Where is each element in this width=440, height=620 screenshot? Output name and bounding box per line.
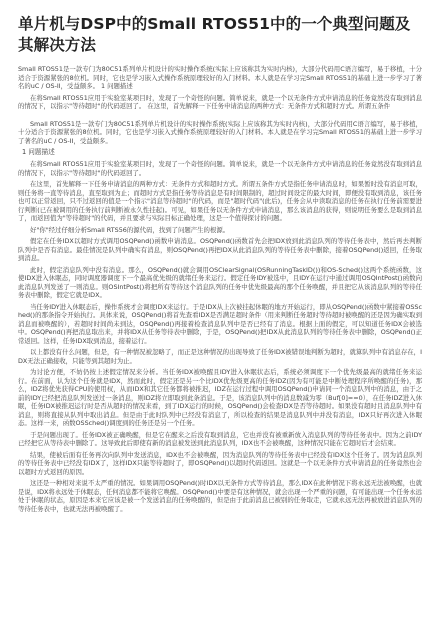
body-paragraph: 这还是一种相对来说不太严重的情况。如果调用OSQPend()时IDX以无条件方式等待消息，那么IDX在此种情况下将永远无法被唤醒，也就是说，IDX将永远处于休眠态，任何消息都不能将它唤醒。OSQPend()中要是有这种情况，就会出现一个严重的问题，有可能出现一个任务永远处于休眠的状态，原因是本来它应该是被一个发送消息的任务唤醒的，但是由于此前消息已被别的任务取走，它就永远无法再被放进消息队列的等待任务表中，也就无法再被唤醒了。 [18, 479, 422, 513]
body-paragraph: 在这里，首先解释一下任务申请消息的两种方式：无条件方式和超时方式。所谓五条件方式是指任务申请消息时，如果暂时没有消息可取，则任务将一直等待消息，直至取到为止；而超时方式是指任务等待消息是有时间限制的，超过时间设定的最大时间，即便没有取到消息，该任务也可以正常返回，只不过返回的值是一个指示"消息等待超时"的代码，而是"超时代码"(此后)，任务会从中读取消息的任务在执行任务前需要进行判断(已在被调用的任务执行前判断被永久性挂起)。可见，如果任务以无条件方式申请消息，那么该消息的获得，则说明任务要么是取到消息了，而返回值为"等待超时"的代码，并且要求与实际目标正确处理，这是一个值得探讨的问题。 [18, 180, 422, 222]
section-heading: 1 问题描述 [22, 148, 55, 156]
body-paragraph: 在将Small RTOS51应用于实验室某项目时，发现了一个奇怪的问题。简单说来，就是一个以无条件方式申请消息的任务竟然没有取到消息的情况下，以指示"等待超时"的代码返回了。 [18, 160, 422, 177]
intro-paragraph: Small RTOS51是一款专门为80C51系列单片机设计的实时操作系统(实际上应该称其为实时内核)，大部分代码用C语言编写，易于移植，十分适合于资源紧张的8位机。同时，它也是学习嵌入式操作系统原理较好的入门材料。本人就是在学习完Small RTOS51的基础上进一步学习了著名的uC / OS-II，受益颇多。 1 问题描述 [18, 65, 422, 90]
body-paragraph: 此时，假定消息队列中没有消息。那么，OSQPend()就会调用OSClearSignal(OSRunningTaskID())和OS-Sched()这两个系统函数，这使IDX进入休眠态，同时调度器调度下一个最高优先级的就绪任务来运行。假定任务IDY被选中，且IDY在运行中通过调用OSQIntPost()函数向此消息队列发送了一则消息。则OSIntPost()将把所有等待这个消息队列的任务中优先级最高的那个任务唤醒，并且把它从该消息队列的等待任务表中删除，假定它就是IDX。 [18, 265, 422, 299]
document-title: 单片机与DSP中的Small RTOS51中的一个典型问题及其解决方法 [18, 15, 411, 54]
intro-paragraph: 在将Small RTOS51应用于实验室某项目时，发现了一个奇怪的问题。简单说来，就是一个以无条件方式申请消息的任务竟然没有取到消息的情况下，以指示"等待超时"的代码返回了。 在这里，首先解释一下任务申请消息的两种方式：无条件方式和超时方式。所谓五条件 [18, 93, 422, 110]
body-paragraph: 于是问题出现了。任务IDX被正确唤醒，但是它在醒来之后没有取到消息，它也并没有被重新放入消息队列的等待任务表中。因为之前IDY已经把它从等待表中删除了。这导致此后即使有新的消息被发送到此消息队列，IDX也不会被唤醒，这种情况只能在它超时后才会结束。 [18, 430, 422, 447]
body-paragraph: 当任务IDY进入休眠态后，操作系统才会调度IDX来运行。于是IDX从上次被挂起休眠的地方开始运行，即从OSQPend()函数中紧接着OSSched()的那条指令开始执行。具体来说，OSQPend()将首先查看IDX是否满足超时条件（用来判断任务超时等待超时被唤醒的还是因为确实取到消息而被唤醒的），若超时时间尚未到达，OSQPend()再接着检查消息队列中是否已经有了消息。根据上面的假定，可以知道任务IDX会被选中。OSQPend()再把消息取出来，并将IDX从任务等待表中删除，于是，OSQPend()把IDX从此消息队列的等待任务表中删除，OSQPend()正常返回。这样，任务IDX取到消息，接着运行。 [18, 302, 422, 345]
body-paragraph: 结果，使被后面有任务再次向队列中发送消息，IDX也不会被唤醒，因为消息队列的等待任务表中已经没有IDX这个任务了。因为消息队列的等待任务表中已经没有IDX了，这样IDX只能等待超时了，即OSQPend()以超时代码返回。这就是一个以无条件方式申请消息的任务竟然也会以超时方式返回的原因。 [18, 450, 422, 476]
body-paragraph: 假定在任务IDX以超时方式调用OSQPend()函数申请消息。OSQPend()函数首先会把IDX放到此消息队列的等待任务表中，然后再去判断队列中是否有消息。最佳情况是队列中确实有消息，则OSQPend()再把IDX从此消息队列的等待任务表中删除，接着OSQPend()返回，任务取到消息。 [18, 237, 422, 262]
body-paragraph: Small RTOS51是一款专门为80C51系列单片机设计的实时操作系统(实际上应该称其为实时内核)，大部分代码用C语言编写，易于移植，十分适合于资源紧张的8位机。同时，它也是学习嵌入式操作系统原理较好的入门材料。本人就是在学习完Small RTOS51的基础上进一步学习了著名的uC / OS-II，受益颇多。 [18, 119, 422, 145]
body-paragraph: 为讨论方便，不妨仍按上述假定情况来分析。当任务IDX被唤醒且IDY进入休眠状态后，系统必须调度下一个优先级最高的就绪任务来运行。在前面，认为这个任务就是IDX，然而此时，假定还是另一个比IDX优先级更高的任务IDZ(因为有可能是中断处理程序所唤醒的任务)，那么，IDZ将优先获得CPU的使用权，从而IDX和其它任务都将被推迟，IDZ在运行过程中调用OSQPend()申请同一个消息队列中的消息，由于之前的IDY已经把消息队列发送过一条消息，则IDZ将立即取到此条消息。于是，该消息队列中的消息数减为零（Buf[0]==0），在任务IDZ进入休眠，任务IDX被推迟运行时是否从超时的情况来看，到了IDX运行的时候，OSQPend()会检查IDX是否等待超时。如果没有超时且消息队列中有消息，则将直接从队列中取出消息。但是由于此时队列中已经没有消息了，所以检查的结果是消息队列中并没有消息，IDX只好再次进入休眠态。这样一来，函数OSSched()调度到的任务还是另一个任务。 [18, 368, 422, 427]
body-paragraph: 以上都没有什么问题，但是，有一种情况被忽略了，而正是这种情况的出现导致了任务IDX被错误地判断为超时，就算队列中有消息存在，IDX无法正确接收，只能等到其超时为止。 [18, 348, 422, 365]
body-paragraph: 好"你"经过仔细分析Small RTS56的源代码，找到了问题产生的根源。 [30, 225, 230, 234]
